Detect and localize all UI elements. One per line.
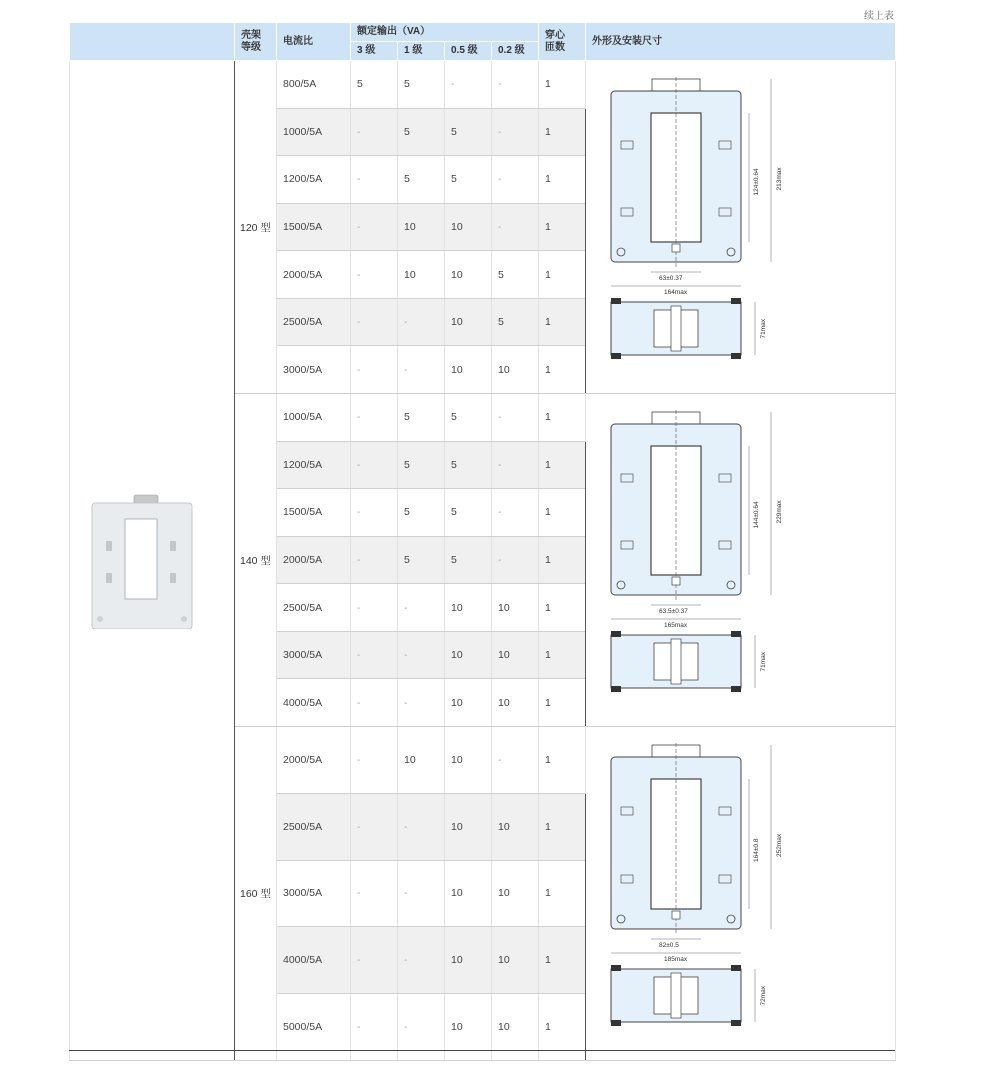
dimension-drawing-cell [586, 61, 896, 394]
output-cell: 10 [398, 727, 445, 794]
output-cell: 5 [398, 536, 445, 584]
turns-cell: 1 [539, 394, 586, 442]
output-cell: 5 [398, 489, 445, 537]
output-cell: - [351, 631, 398, 679]
output-cell: 10 [398, 203, 445, 251]
output-cell: 10 [445, 346, 492, 394]
class-3-header: 3 级 [351, 42, 398, 61]
height-dim: 252max [776, 833, 784, 857]
output-cell: - [351, 251, 398, 299]
output-cell: - [492, 441, 539, 489]
output-cell: - [398, 346, 445, 394]
table-header [70, 23, 896, 61]
ratio-cell: 1500/5A [277, 203, 351, 251]
ratio-cell: 2500/5A [277, 793, 351, 860]
output-cell: 10 [398, 251, 445, 299]
output-cell: - [351, 860, 398, 927]
height-dim: 213max [776, 167, 784, 191]
turns-cell: 1 [539, 108, 586, 156]
output-cell: 5 [398, 441, 445, 489]
output-cell: - [492, 108, 539, 156]
turns-cell: 1 [539, 727, 586, 794]
bottom-rule [69, 1050, 895, 1051]
output-cell: 5 [492, 251, 539, 299]
depth-dim: 71max [760, 651, 768, 672]
dimension-drawing-cell [586, 727, 896, 1061]
output-cell: 5 [445, 441, 492, 489]
ratio-cell: 2500/5A [277, 584, 351, 632]
turns-cell: 1 [539, 927, 586, 994]
ratio-cell: 1000/5A [277, 108, 351, 156]
ratio-header: 电流比 [277, 23, 351, 61]
output-cell: 5 [398, 108, 445, 156]
output-cell: - [398, 927, 445, 994]
output-cell: - [398, 793, 445, 860]
output-cell: 10 [445, 203, 492, 251]
output-cell: - [398, 679, 445, 727]
output-cell: 5 [351, 61, 398, 109]
output-cell: - [398, 631, 445, 679]
turns-cell: 1 [539, 61, 586, 109]
output-cell: 5 [492, 298, 539, 346]
turns-cell: 1 [539, 298, 586, 346]
output-cell: 10 [445, 994, 492, 1061]
turns-cell: 1 [539, 793, 586, 860]
dimension-drawing-cell [586, 394, 896, 727]
output-cell: 10 [445, 860, 492, 927]
outline-drawing [586, 727, 896, 1057]
output-cell: 10 [445, 793, 492, 860]
output-cell: 10 [492, 631, 539, 679]
inner-dim: 164±0.8 [753, 838, 761, 862]
output-cell: - [398, 994, 445, 1061]
turns-cell: 1 [539, 203, 586, 251]
table-row [70, 61, 896, 109]
outline-drawing [586, 61, 896, 390]
output-cell: 5 [445, 394, 492, 442]
turns-cell: 1 [539, 156, 586, 204]
output-cell: - [398, 298, 445, 346]
output-cell: - [351, 727, 398, 794]
ratio-cell: 2000/5A [277, 251, 351, 299]
ratio-cell: 3000/5A [277, 346, 351, 394]
turns-cell: 1 [539, 584, 586, 632]
output-cell: 10 [492, 927, 539, 994]
depth-dim: 72max [760, 985, 768, 1006]
ratio-cell: 4000/5A [277, 679, 351, 727]
output-cell: - [351, 156, 398, 204]
rated-output-header: 额定输出（VA） [351, 23, 539, 42]
product-photo-cell [70, 61, 235, 1061]
output-cell: 5 [398, 394, 445, 442]
window-dim: 82±0.5 [659, 942, 679, 949]
ratio-cell: 1500/5A [277, 489, 351, 537]
frame-grade-cell: 140 型 [235, 394, 277, 727]
output-cell: - [445, 61, 492, 109]
output-cell: 5 [445, 536, 492, 584]
output-cell: - [351, 346, 398, 394]
turns-cell: 1 [539, 679, 586, 727]
output-cell: - [351, 489, 398, 537]
output-cell: - [351, 441, 398, 489]
output-cell: - [351, 108, 398, 156]
height-dim: 229max [776, 500, 784, 524]
output-cell: - [351, 679, 398, 727]
output-cell: - [398, 860, 445, 927]
ratio-cell: 1200/5A [277, 156, 351, 204]
output-cell: - [492, 61, 539, 109]
inner-dim: 144±0.64 [753, 501, 761, 529]
output-cell: 10 [445, 679, 492, 727]
photo-header [70, 23, 235, 61]
ratio-cell: 1200/5A [277, 441, 351, 489]
output-cell: 10 [492, 584, 539, 632]
window-dim: 63±0.37 [659, 275, 683, 282]
output-cell: 10 [492, 994, 539, 1061]
ratio-cell: 3000/5A [277, 631, 351, 679]
output-cell: 10 [492, 679, 539, 727]
output-cell: - [351, 584, 398, 632]
ratio-cell: 2000/5A [277, 536, 351, 584]
ratio-cell: 800/5A [277, 61, 351, 109]
window-dim: 63.5±0.37 [659, 608, 688, 615]
output-cell: - [492, 727, 539, 794]
table-body [70, 61, 896, 1061]
turns-cell: 1 [539, 346, 586, 394]
outline-drawing [586, 394, 896, 723]
output-cell: 10 [492, 793, 539, 860]
output-cell: 10 [445, 584, 492, 632]
output-cell: - [351, 927, 398, 994]
frame-grade-header: 壳架 等级 [235, 23, 277, 61]
output-cell: - [351, 994, 398, 1061]
ratio-cell: 2000/5A [277, 727, 351, 794]
class-1-header: 1 级 [398, 42, 445, 61]
output-cell: 10 [445, 727, 492, 794]
class-05-header: 0.5 级 [445, 42, 492, 61]
ct-photo [70, 489, 220, 629]
turns-cell: 1 [539, 631, 586, 679]
output-cell: - [492, 489, 539, 537]
output-cell: - [492, 156, 539, 204]
output-cell: - [398, 584, 445, 632]
output-cell: - [351, 536, 398, 584]
output-cell: 10 [445, 251, 492, 299]
output-cell: - [492, 203, 539, 251]
output-cell: 5 [398, 156, 445, 204]
output-cell: 10 [445, 298, 492, 346]
depth-dim: 71max [760, 318, 768, 339]
output-cell: 10 [492, 346, 539, 394]
turns-cell: 1 [539, 251, 586, 299]
output-cell: 10 [445, 631, 492, 679]
output-cell: - [351, 203, 398, 251]
ratio-cell: 2500/5A [277, 298, 351, 346]
dimensions-header: 外形及安装尺寸 [586, 23, 896, 61]
turns-cell: 1 [539, 489, 586, 537]
output-cell: 10 [492, 860, 539, 927]
turns-header: 穿心 匝数 [539, 23, 586, 61]
continued-label: 续上表 [864, 11, 894, 22]
output-cell: 5 [445, 489, 492, 537]
inner-dim: 124±0.64 [753, 168, 761, 196]
output-cell: - [351, 793, 398, 860]
output-cell: 5 [445, 156, 492, 204]
output-cell: 5 [445, 108, 492, 156]
output-cell: - [492, 536, 539, 584]
width-dim: 165max [664, 622, 688, 629]
ratio-cell: 3000/5A [277, 860, 351, 927]
ratio-cell: 5000/5A [277, 994, 351, 1061]
output-cell: - [492, 394, 539, 442]
spec-table [69, 22, 896, 1061]
frame-grade-cell: 120 型 [235, 61, 277, 394]
output-cell: 10 [445, 927, 492, 994]
turns-cell: 1 [539, 441, 586, 489]
turns-cell: 1 [539, 860, 586, 927]
ratio-cell: 1000/5A [277, 394, 351, 442]
output-cell: 5 [398, 61, 445, 109]
turns-cell: 1 [539, 536, 586, 584]
width-dim: 164max [664, 289, 688, 296]
frame-grade-cell: 160 型 [235, 727, 277, 1061]
class-02-header: 0.2 级 [492, 42, 539, 61]
ratio-cell: 4000/5A [277, 927, 351, 994]
output-cell: - [351, 298, 398, 346]
width-dim: 185max [664, 956, 688, 963]
turns-cell: 1 [539, 994, 586, 1061]
output-cell: - [351, 394, 398, 442]
